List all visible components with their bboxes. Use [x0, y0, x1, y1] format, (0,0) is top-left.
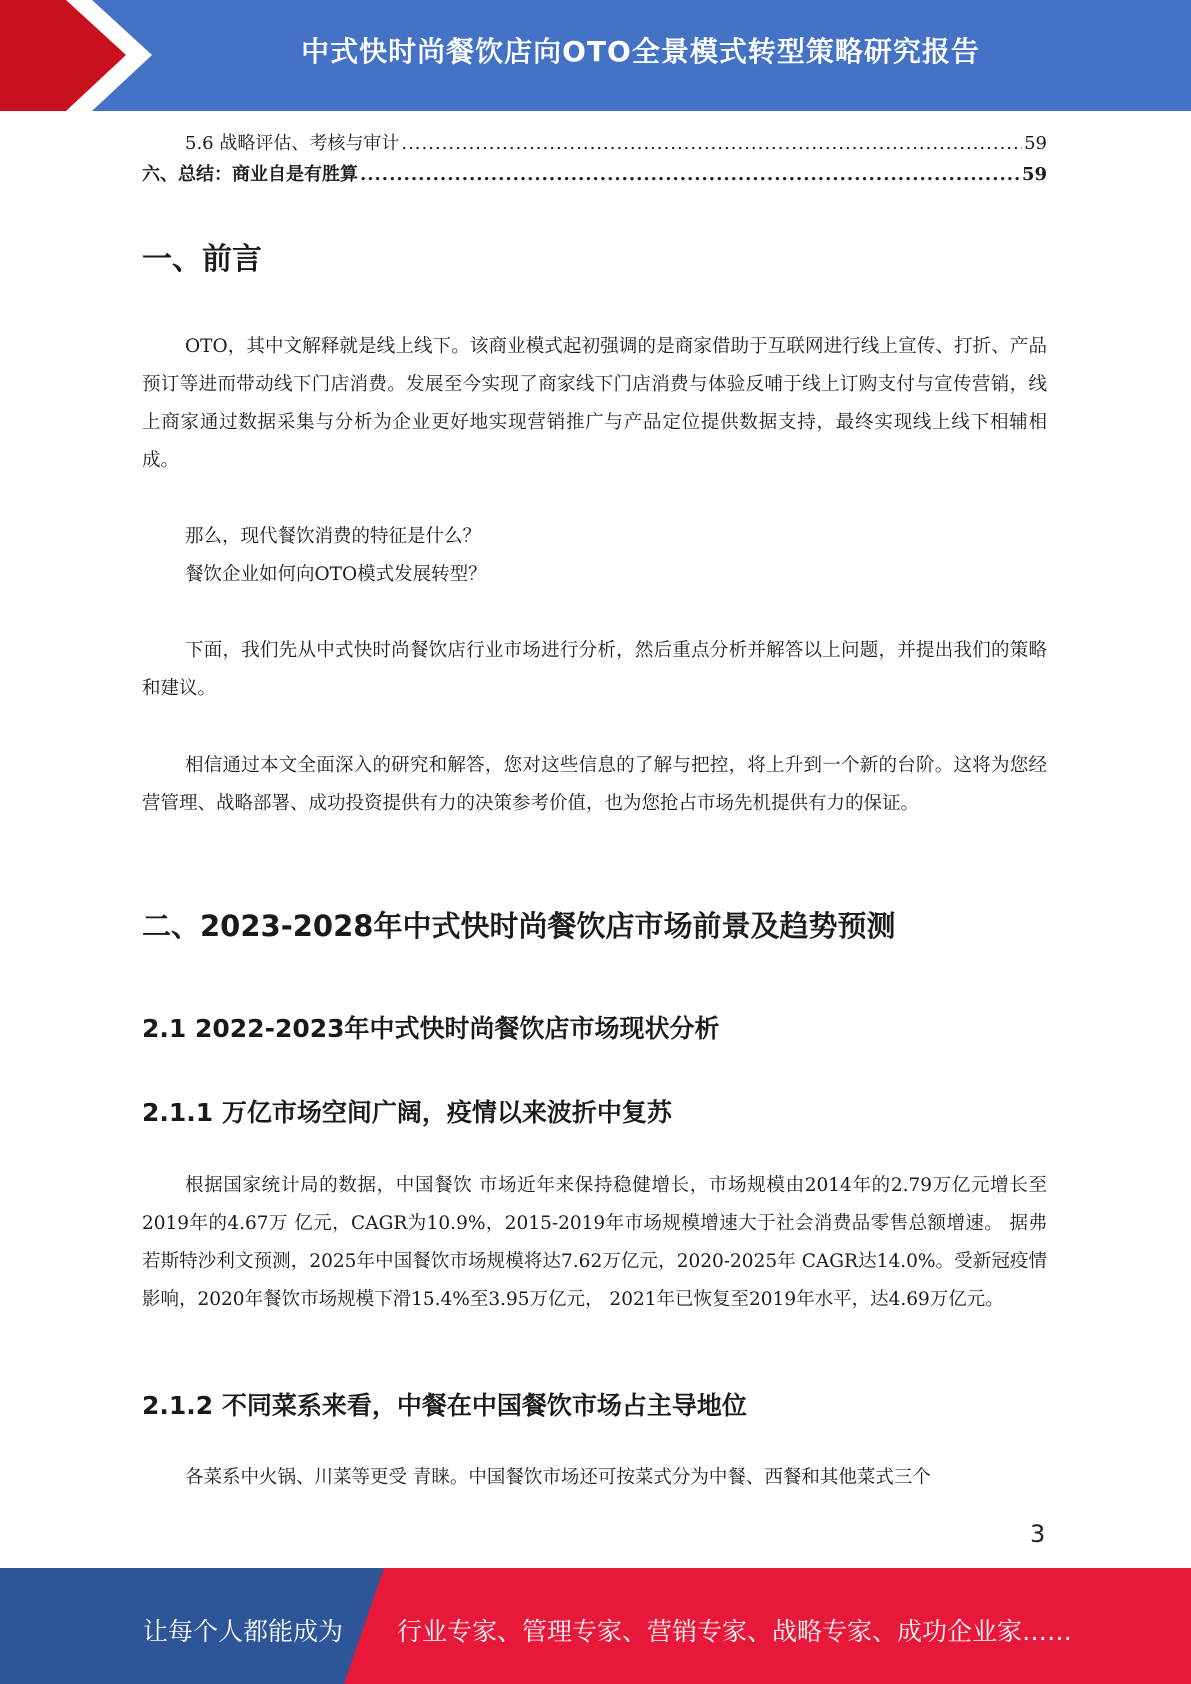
report-title: 中式快时尚餐饮店向OTO全景模式转型策略研究报告	[301, 35, 980, 68]
section-heading: 2.1 2022-2023年中式快时尚餐饮店市场现状分析	[142, 1014, 720, 1043]
page-number: 3	[1030, 1520, 1046, 1548]
paragraph: 相信通过本文全面深入的研究和解答，您对这些信息的了解与把控，将上升到一个新的台阶。这将为您经营管理、战略部署、成功投资提供有力的决策参考价值，也为您抢占市场先机提供有力的保证。	[142, 755, 1047, 814]
toc-entry[interactable]	[142, 128, 1047, 159]
toc-entry-label: 5.6 战略评估、考核与审计	[185, 133, 400, 154]
paragraph: 下面，我们先从中式快时尚餐饮店行业市场进行分析，然后重点分析并解答以上问题，并提出我们的策略和建议。	[142, 640, 1047, 699]
section-heading-preface: 一、前言	[142, 242, 262, 277]
table-of-contents	[142, 128, 1047, 190]
header-banner	[0, 0, 1191, 111]
toc-entry-page: 59	[1024, 133, 1047, 154]
paragraph: OTO，其中文解释就是线上线下。该商业模式起初强调的是商家借助于互联网进行线上宣传、打折、产品预订等进而带动线下门店消费。发展至今实现了商家线下门店消费与体验反哺于线上订购支付与宣传营销，线上商家通过数据采集与分析为企业更好地实现营销推广与产品定位提供数据支持，最终实现线上线下相辅相成。	[142, 336, 1047, 471]
toc-leader-dots	[401, 128, 1022, 159]
chapter-heading: 二、2023-2028年中式快时尚餐饮店市场前景及趋势预测	[142, 909, 896, 943]
footer-slogan-left: 让每个人都能成为	[143, 1617, 344, 1646]
page-content	[142, 128, 1047, 190]
paragraph: 各菜系中火锅、川菜等更受 青睐。中国餐饮市场还可按菜式分为中餐、西餐和其他菜式三个	[185, 1467, 931, 1488]
question-line: 餐饮企业如何向OTO模式发展转型？	[185, 564, 487, 585]
subsection-heading: 2.1.1 万亿市场空间广阔，疫情以来波折中复苏	[142, 1098, 672, 1127]
toc-leader-dots	[360, 159, 1020, 190]
toc-entry-page: 59	[1021, 164, 1047, 185]
subsection-heading: 2.1.2 不同菜系来看，中餐在中国餐饮市场占主导地位	[142, 1391, 747, 1420]
toc-entry[interactable]	[142, 159, 1047, 190]
paragraph: 根据国家统计局的数据，中国餐饮 市场近年来保持稳健增长，市场规模由2014年的2.79万亿元增长至2019年的4.67万 亿元，CAGR为10.9%，2015-2019年市场规模增速大于社会消费品零售总额增速。 据弗若斯特沙利文预测，2025年中国餐饮市场规模将达7.62万亿元，2020-2025年 CAGR达14.0%。受新冠疫情影响，2020年餐饮市场规模下滑15.4%至3.95万亿元， 2021年已恢复至2019年水平，达4.69万亿元。	[142, 1175, 1047, 1310]
footer-banner	[0, 1568, 1191, 1684]
footer-slogan-right: 行业专家、管理专家、营销专家、战略专家、成功企业家……	[397, 1617, 1073, 1646]
toc-entry-label: 六、总结：商业自是有胜算	[142, 164, 358, 185]
question-line: 那么，现代餐饮消费的特征是什么？	[185, 526, 482, 547]
